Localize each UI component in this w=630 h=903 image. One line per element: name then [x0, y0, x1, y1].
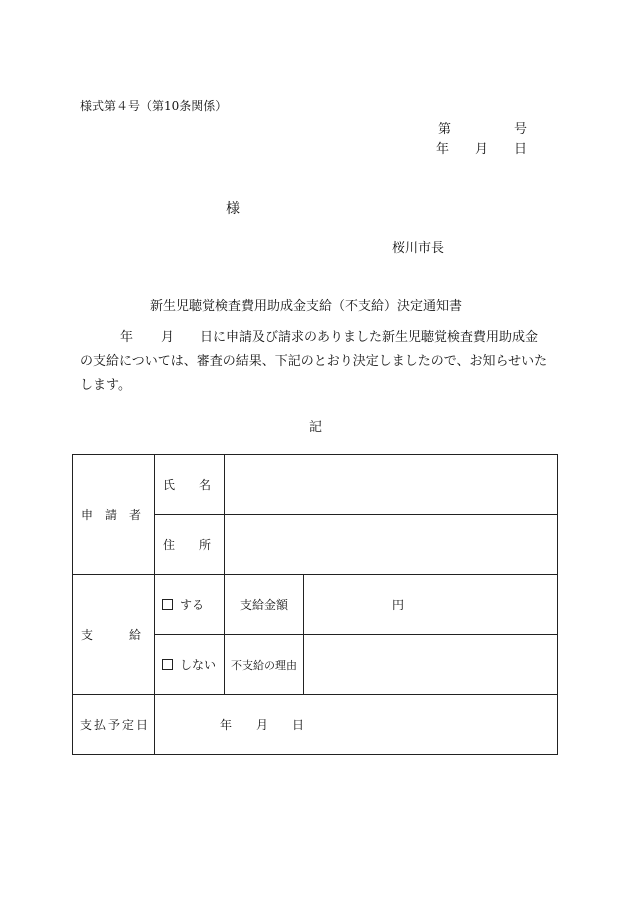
- pay-checkbox[interactable]: [162, 599, 173, 610]
- scheduled-date-field[interactable]: [155, 695, 558, 755]
- payment-amount-field[interactable]: [304, 575, 558, 635]
- body-text: 日に申請及び請求のありました新生児聴覚検査費用助成金の支給については、審査の結果、下記のとおり決定しましたので、お知らせいたします。: [80, 330, 548, 393]
- date-day: 日: [514, 142, 528, 157]
- payment-label-cell: [73, 575, 155, 695]
- payment-amount-label: 支給金額: [239, 598, 288, 612]
- payment-label: 支 給: [81, 628, 142, 642]
- name-label: 氏 名: [163, 478, 212, 492]
- doc-number-go: 号: [514, 122, 528, 137]
- applicant-label-cell: [73, 455, 155, 575]
- date-month: 月: [475, 142, 489, 157]
- option-no-pay-cell: [155, 635, 225, 695]
- payment-amount-label-cell: [225, 575, 304, 635]
- decision-table: [72, 454, 558, 755]
- date-year: 年: [436, 142, 450, 157]
- no-pay-reason-label: 不支給の理由: [231, 658, 297, 672]
- addressee-suffix: 様: [226, 201, 240, 217]
- address-label: 住 所: [163, 538, 212, 552]
- scheduled-date-label-cell: [73, 695, 155, 755]
- option-pay-cell: [155, 575, 225, 635]
- body-year: 年: [120, 330, 134, 345]
- no-pay-reason-field[interactable]: [304, 635, 558, 695]
- document-title: 新生児聴覚検査費用助成金支給（不支給）決定通知書: [150, 299, 463, 314]
- form-number: 様式第４号（第10条関係）: [80, 99, 228, 113]
- scheduled-month: 月: [256, 718, 269, 732]
- no-pay-reason-label-cell: [225, 635, 304, 695]
- body-month: 月: [161, 330, 175, 345]
- yen-unit: 円: [392, 598, 405, 612]
- body-paragraph: [80, 326, 550, 398]
- sender-name: 桜川市長: [392, 241, 445, 256]
- name-field[interactable]: [225, 455, 558, 515]
- scheduled-date-label: 支払予定日: [80, 718, 151, 732]
- name-label-cell: [155, 455, 225, 515]
- option-no-pay-label: しない: [180, 658, 217, 672]
- address-label-cell: [155, 515, 225, 575]
- option-pay-label: する: [180, 598, 205, 612]
- address-field[interactable]: [225, 515, 558, 575]
- no-pay-checkbox[interactable]: [162, 659, 173, 670]
- applicant-label: 申 請 者: [81, 508, 142, 522]
- ki-heading: 記: [309, 420, 323, 435]
- scheduled-day: 日: [292, 718, 305, 732]
- doc-number-dai: 第: [438, 122, 452, 137]
- scheduled-year: 年: [220, 718, 233, 732]
